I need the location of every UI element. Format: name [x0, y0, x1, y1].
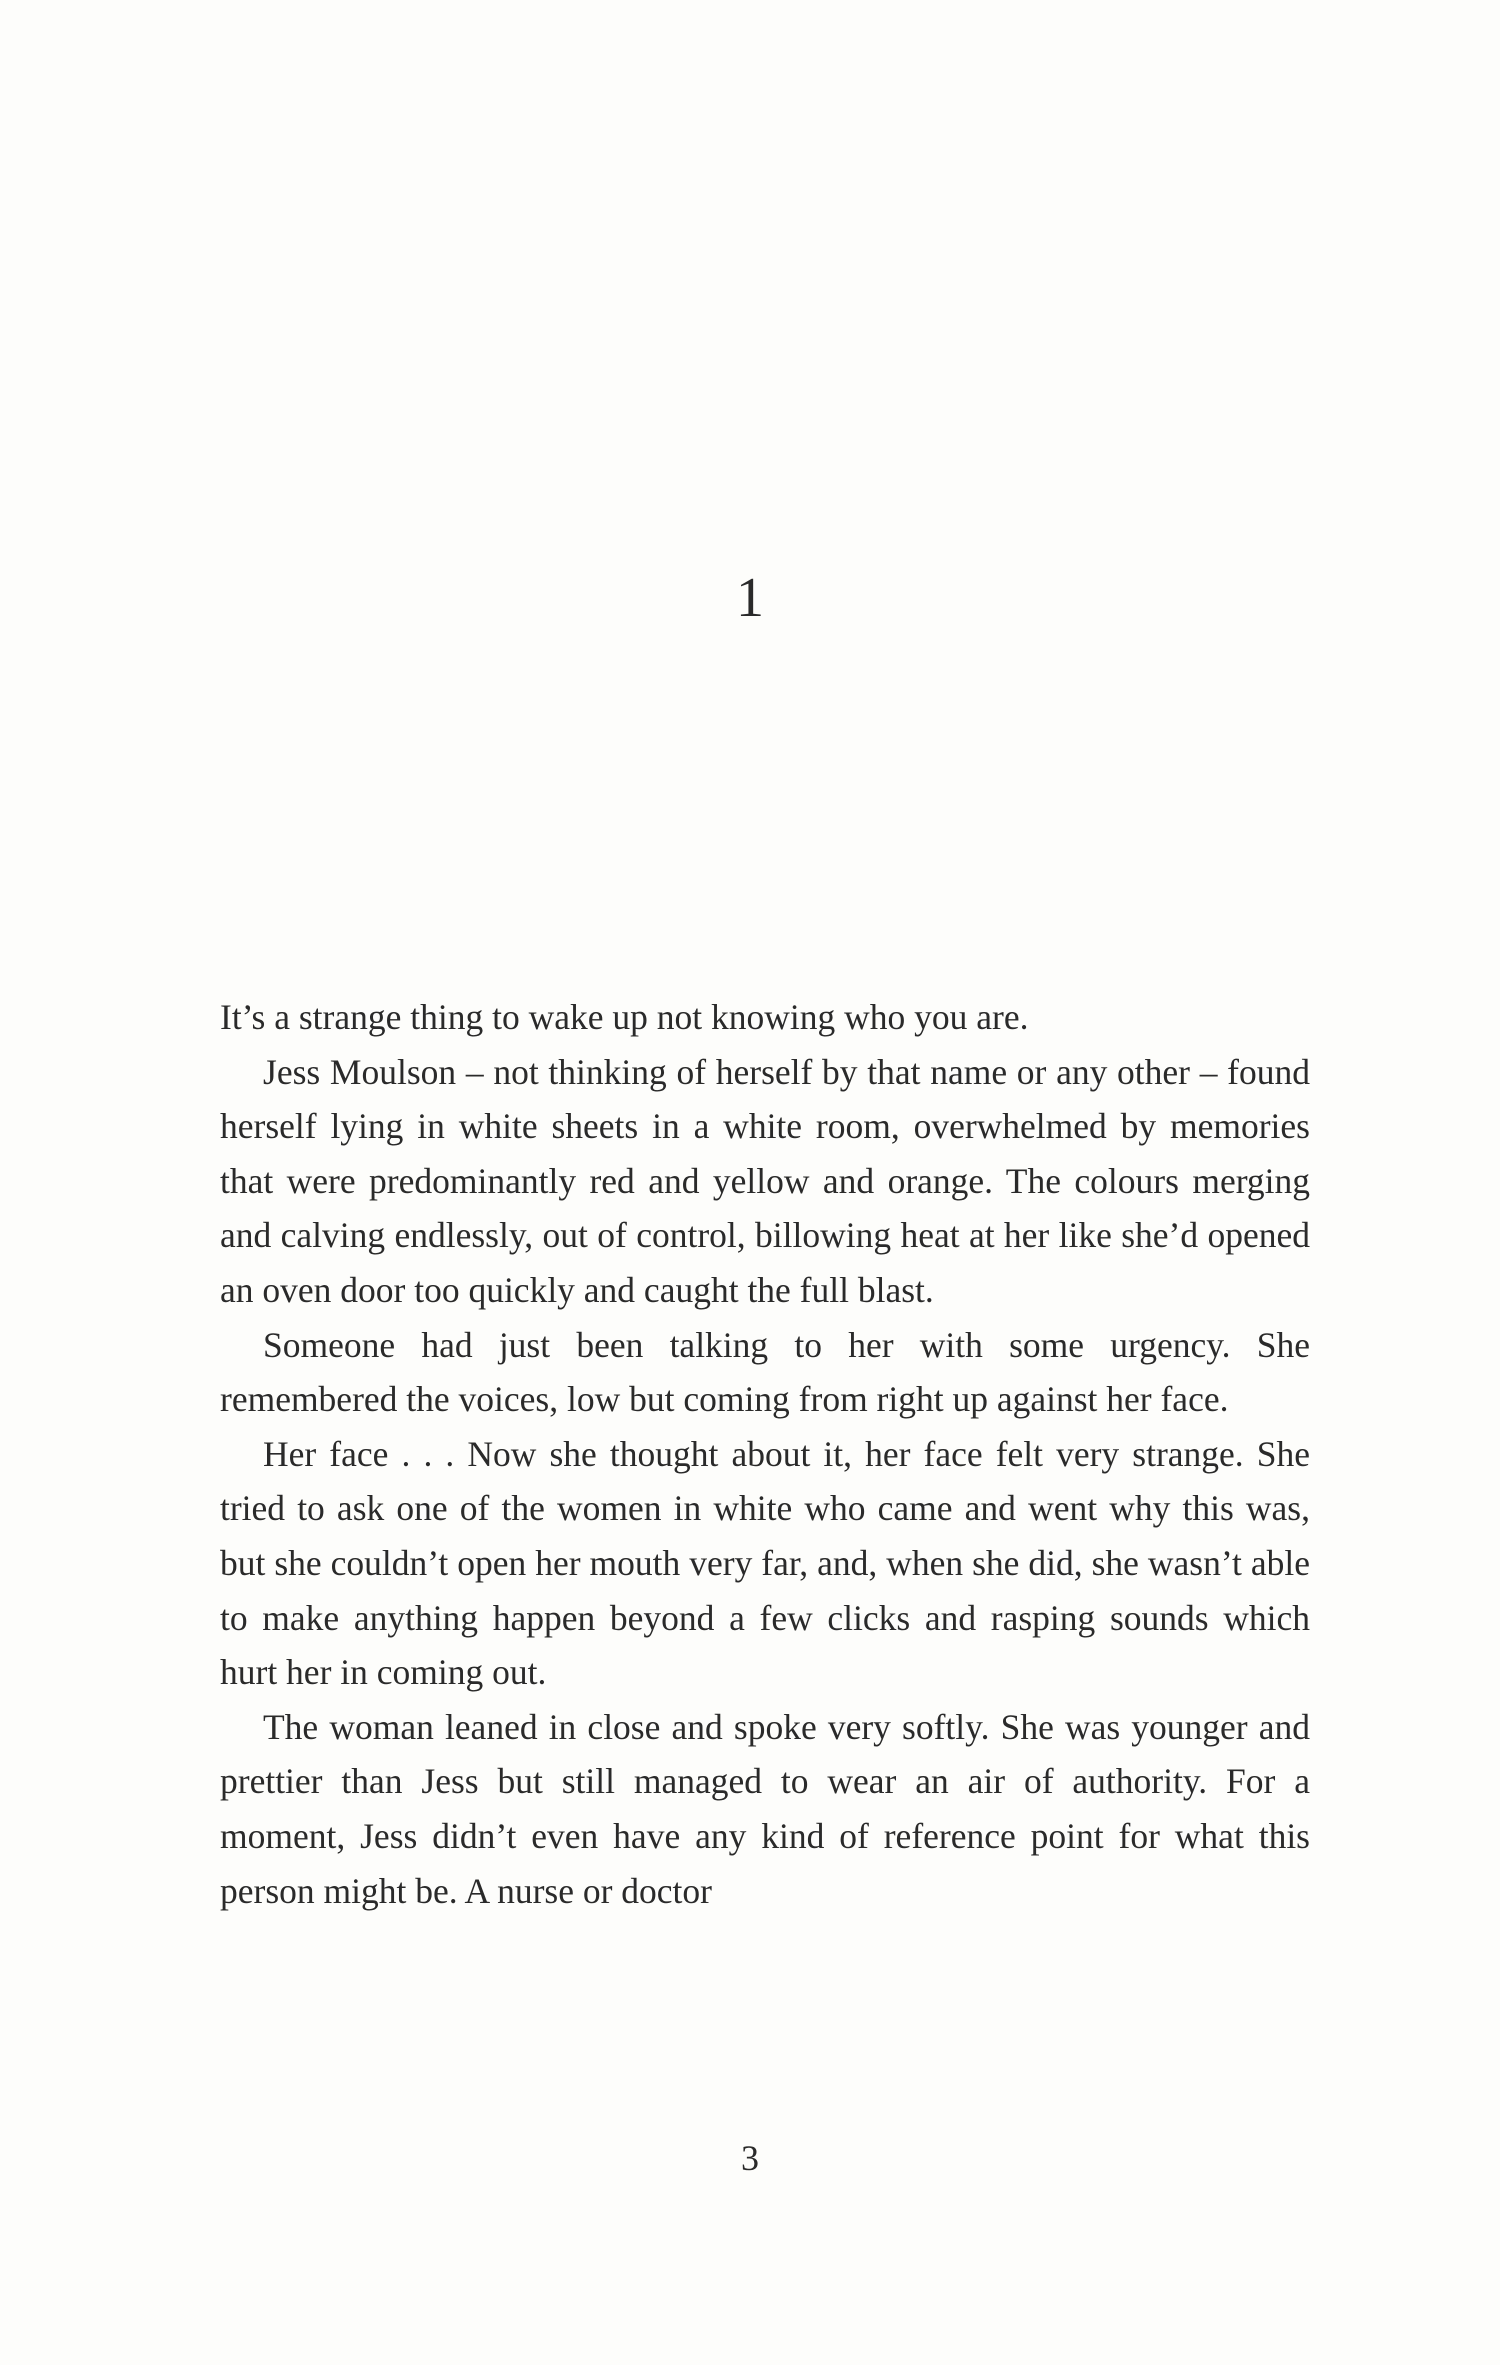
page-number: 3: [741, 2138, 759, 2178]
paragraph: Jess Moulson – not thinking of herself by that name or any other – found herself lying in white sheets in a white room, overwhelmed by memories that were predominantly red and yellow and orange. The colours merging and calving endlessly, out of control, billowing heat at her like she’d opened an oven door too quickly and caught the full blast.: [220, 1051, 1310, 1310]
paragraph: Someone had just been talking to her with some urgency. She remembered the voices, low but coming from right up against her face.: [220, 1324, 1310, 1420]
paragraph: It’s a strange thing to wake up not knowing who you are.: [220, 997, 1029, 1037]
body-text: [220, 990, 1310, 1918]
paragraph: The woman leaned in close and spoke very softly. She was younger and prettier than Jess but still managed to wear an air of authority. For a moment, Jess didn’t even have any kind of reference point for what this person might be. A nurse or doctor: [220, 1706, 1310, 1911]
paragraph: Her face . . . Now she thought about it, her face felt very strange. She tried to ask one of the women in white who came and went why this was, but she couldn’t open her mouth very far, and, when she did, she wasn’t able to make anything happen beyond a few clicks and rasping sounds which hurt her in coming out.: [220, 1433, 1310, 1693]
chapter-number: 1: [736, 567, 764, 629]
